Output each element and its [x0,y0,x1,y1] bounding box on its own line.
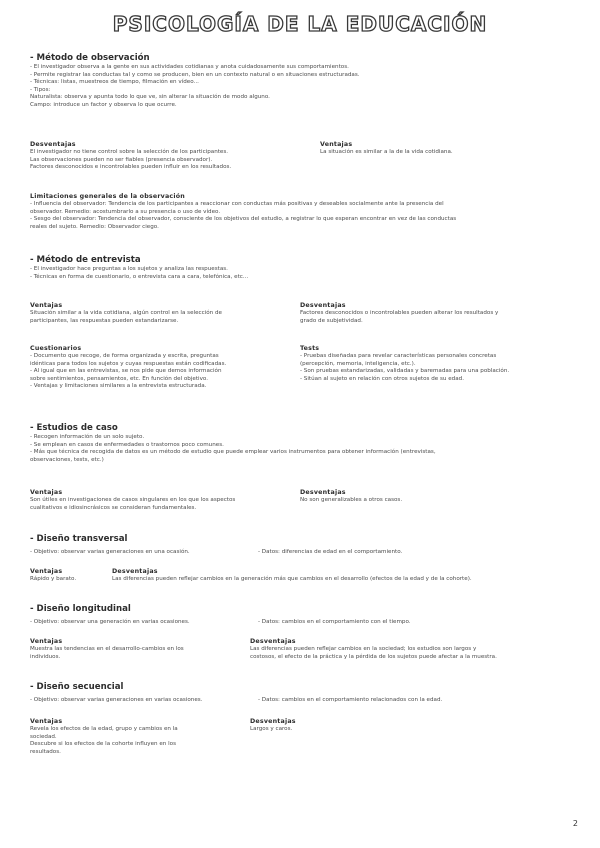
ventajas-heading: Ventajas [320,141,353,148]
objetivo-text: - Objetivo: observar varias generaciones en varias ocasiones. [30,697,203,703]
desventajas-heading: Desventajas [300,489,346,496]
observacion-limitaciones [30,192,575,231]
list-item: sociedad. [30,733,57,740]
cuestionarios-heading: Cuestionarios [30,345,82,352]
list-item: Las diferencias pueden reflejar cambios en la generación más que cambios en el desarrollo (efectos de la edad y de la cohorte). [112,576,472,582]
desventajas-heading: Desventajas [250,638,296,645]
list-item: - Técnicas: listas, muestreos de tiempo, filmación en vídeo... [30,79,199,86]
list-item: - El investigador observa a la gente en sus actividades cotidianas y anota cuidadosamente sus comportamientos. [30,64,349,70]
section-heading: - Método de entrevista [30,255,141,265]
desventajas-heading: Desventajas [300,302,346,309]
section-secuencial [30,681,575,693]
list-item: - Sesgo del observador: Tendencia del observador, consciente de los objetivos del estudio, a registrar lo que esperan encontrar en vez de las conductas [30,216,457,223]
limitaciones-heading: Limitaciones generales de la observación [30,193,185,200]
list-item: costosos, el efecto de la práctica y la pérdida de los sujetos puede afectar a la muestra. [250,653,497,660]
ventajas-heading: Ventajas [30,489,63,496]
list-item: - Permite registrar las conductas tal y como se producen, bien en un contexto natural o en situaciones estructuradas. [30,71,360,78]
entrevista-tests [300,344,575,383]
list-item: - Sitúan al sujeto en relación con otros sujetos de su edad. [300,375,464,382]
list-item: Son útiles en investigaciones de casos singulares en los que los aspectos [30,497,236,503]
list-item: Las observaciones pueden no ser fiables (presencia observador). [30,156,213,163]
ventajas-heading: Ventajas [30,638,63,645]
list-item: El investigador no tiene control sobre la selección de los participantes. [30,149,229,155]
list-item: - Al igual que en las entrevistas, se nos pide que demos información [30,368,222,375]
list-item: Largos y caros. [250,726,293,732]
objetivo-text: - Objetivo: observar una generación en varias ocasiones. [30,619,190,625]
ventajas-heading: Ventajas [30,568,63,575]
list-item: - Recogen información de un solo sujeto. [30,434,145,440]
section-entrevista [30,254,575,281]
page-title: PSICOLOGÍA DE LA EDUCACIÓN [112,12,488,36]
section-longitudinal [30,603,575,615]
caso-desventajas [300,488,575,505]
list-item: Situación similar a la vida cotidiana, algún control en la selección de [30,310,222,316]
list-item: - Documento que recoge, de forma organizada y escrita, preguntas [30,353,219,359]
list-item: Factores desconocidos o incontrolables pueden alterar los resultados y [300,310,499,316]
longitudinal-desventajas [250,637,577,661]
datos-text: - Datos: cambios en el comportamiento con el tiempo. [258,619,411,625]
section-transversal [30,533,575,545]
list-item: individuos. [30,653,61,660]
tests-heading: Tests [300,345,320,352]
list-item: grado de subjetividad. [300,317,363,324]
desventajas-heading: Desventajas [30,141,76,148]
datos-text: - Datos: cambios en el comportamiento relacionados con la edad. [258,697,443,703]
entrevista-ventajas [30,301,295,325]
desventajas-heading: Desventajas [250,718,296,725]
list-item: Las diferencias pueden reflejar cambios en la sociedad; los estudios son largos y [250,646,477,652]
list-item: Factores desconocidos e incontrolables pueden influir en los resultados. [30,164,232,171]
list-item: - Influencia del observador: Tendencia de los participantes a reaccionar con conductas más positivas y deseables socialmente ante la presencia del [30,201,444,207]
list-item: (percepción, memoria, inteligencia, etc.). [300,360,416,367]
list-item: Campo: introduce un factor y observa lo que ocurre. [30,101,177,108]
secuencial-desventajas [250,717,500,734]
list-item: - Pruebas diseñadas para revelar características personales concretas [300,353,497,359]
list-item: - Tipos: [30,86,51,93]
desventajas-heading: Desventajas [112,568,158,575]
page-number: 2 [572,819,578,828]
list-item: reales del sujeto. Remedio: Observador ciego. [30,223,159,230]
section-heading: - Diseño transversal [30,534,128,544]
list-item: - Técnicas en forma de cuestionario, o entrevista cara a cara, telefónica, etc... [30,273,249,280]
list-item: La situación es similar a la de la vida cotidiana. [320,149,453,155]
section-observacion [30,52,575,110]
section-heading: - Diseño secuencial [30,682,124,692]
transversal-desventajas [112,567,577,584]
list-item: - Se emplean en casos de enfermedades o trastornos poco comunes. [30,441,224,448]
entrevista-desventajas [300,301,575,325]
list-item: participantes, las respuestas pueden estandarizarse. [30,317,179,324]
objetivo-text: - Objetivo: observar varias generaciones en una ocasión. [30,549,190,555]
section-heading: - Estudios de caso [30,423,118,433]
list-item: idénticas para todos los sujetos y cuyas respuestas están codificadas. [30,360,227,367]
longitudinal-ventajas [30,637,240,661]
list-item: Descubre si los efectos de la cohorte influyen en los [30,741,176,748]
transversal-ventajas [30,567,110,584]
list-item: Muestra las tendencias en el desarrollo-cambios en los [30,646,184,652]
list-item: - Son pruebas estandarizadas, validadas y baremadas para una población. [300,368,510,375]
list-item: No son generalizables a otros casos. [300,497,403,503]
section-caso [30,422,575,464]
list-item: resultados. [30,748,61,755]
observacion-desventajas [30,140,310,172]
secuencial-ventajas [30,717,240,756]
list-item: Rápido y barato. [30,576,77,582]
ventajas-heading: Ventajas [30,302,63,309]
list-item: observaciones, tests, etc.) [30,456,104,463]
list-item: - Ventajas y limitaciones similares a la entrevista estructurada. [30,383,207,390]
list-item: sobre sentimientos, pensamientos, etc. En función del objetivo. [30,375,208,382]
datos-text: - Datos: diferencias de edad en el comportamiento. [258,549,403,555]
list-item: observador. Remedio: acostumbrarlo a su presencia o uso de vídeo. [30,208,221,215]
list-item: - Más que técnica de recogida de datos es un método de estudio que puede emplear varios instrumentos para obtener información (entrevistas, [30,449,436,456]
entrevista-cuestionarios [30,344,295,391]
section-heading: - Método de observación [30,53,150,63]
list-item: Naturalista: observa y apunta todo lo que ve, sin alterar la situación de modo alguno. [30,94,270,101]
observacion-ventajas [320,140,570,157]
list-item: - El investigador hace preguntas a los sujetos y analiza las respuestas. [30,266,228,272]
ventajas-heading: Ventajas [30,718,63,725]
section-heading: - Diseño longitudinal [30,604,131,614]
list-item: cualitativos e idiosincrásicos se consideran fundamentales. [30,504,197,511]
list-item: Revela los efectos de la edad, grupo y cambios en la [30,726,178,732]
caso-ventajas [30,488,295,512]
